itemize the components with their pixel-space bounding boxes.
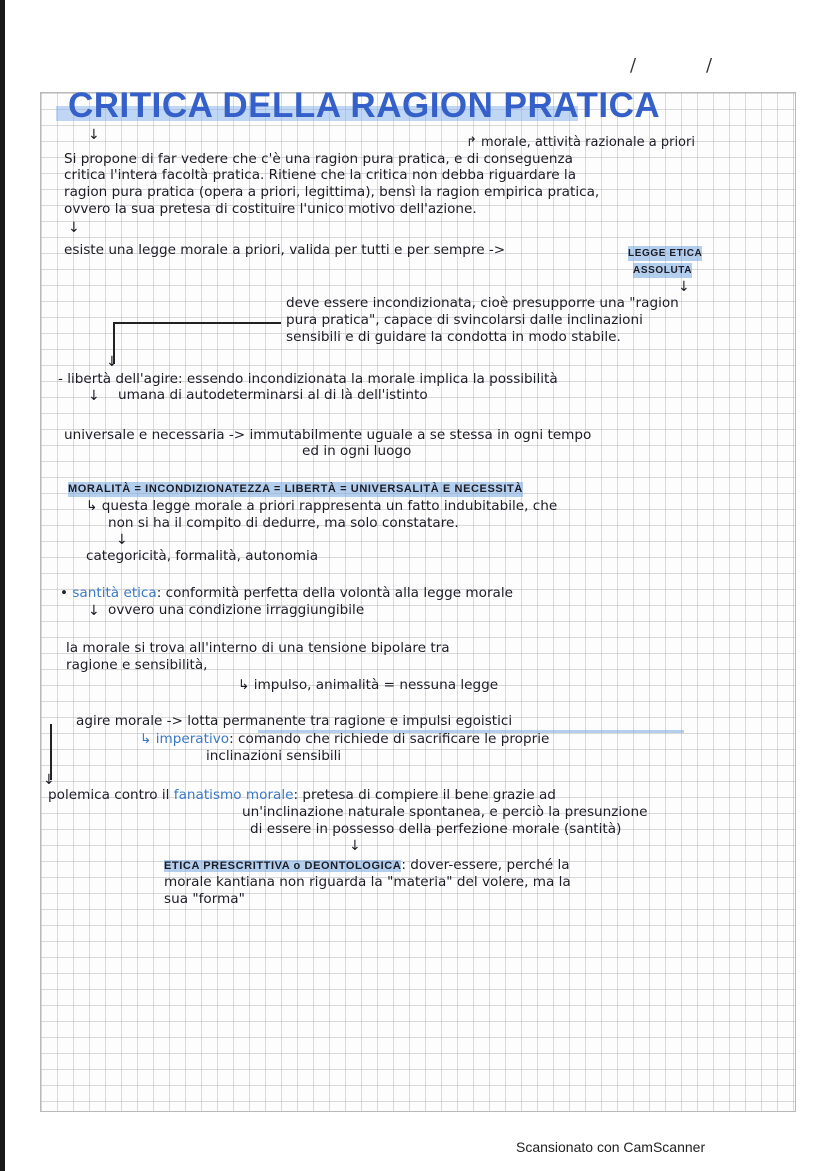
legge-line: esiste una legge morale a priori, valida per tutti e per sempre -> bbox=[64, 242, 506, 258]
down-arrow-icon: ↓ bbox=[678, 279, 690, 295]
down-arrow-icon: ↓ bbox=[68, 220, 80, 236]
assoluta-term: ASSOLUTA bbox=[633, 265, 693, 276]
down-arrow-icon: ↓ bbox=[349, 838, 361, 854]
santita-definition: : conformità perfetta della volontà alla legge morale bbox=[156, 585, 514, 601]
incondizionata-line-3: sensibili e di guidare la condotta in modo stabile. bbox=[286, 329, 621, 345]
etica-line-3: sua "forma" bbox=[164, 891, 245, 907]
polemica-line-3: di essere in possesso della perfezione morale (santità) bbox=[250, 821, 622, 837]
down-arrow-icon: ↓ bbox=[43, 772, 55, 788]
santita-line-1: • santità etica: conformità perfetta della volontà alla legge morale bbox=[60, 585, 514, 601]
moralita-equation: MORALITÀ = INCONDIZIONATEZZA = LIBERTÀ = UNIVERSALITÀ E NECESSITÀ bbox=[68, 483, 523, 495]
imperativo-line bbox=[140, 732, 549, 747]
universale-line-2: ed in ogni luogo bbox=[302, 443, 412, 459]
camscanner-watermark: Scansionato con CamScanner bbox=[516, 1139, 706, 1155]
universale-line-1: universale e necessaria -> immutabilmente uguale a se stessa in ogni tempo bbox=[64, 427, 592, 443]
intro-line-2: critica l'intera facoltà pratica. Ritiene che la critica non debba riguardare la bbox=[64, 167, 577, 183]
moralita-traits: categoricità, formalità, autonomia bbox=[86, 548, 319, 564]
tensione-line-1: la morale si trova all'interno di una tensione bipolare tra bbox=[66, 640, 450, 656]
corner-marks bbox=[620, 55, 730, 85]
liberta-line-2: umana di autodeterminarsi al di là dell'istinto bbox=[118, 387, 428, 403]
etica-rest: : dover-essere, perché la bbox=[401, 857, 570, 873]
tensione-line-3: ↳ impulso, animalità = nessuna legge bbox=[238, 677, 499, 693]
agire-line: agire morale -> lotta permanente tra ragione e impulsi egoistici bbox=[76, 713, 513, 729]
down-arrow-icon: ↓ bbox=[106, 354, 118, 370]
incondizionata-line-2: pura pratica", capace di svincolarsi dalle inclinazioni bbox=[286, 312, 643, 328]
polemica-line-2: un'inclinazione naturale spontanea, e perciò la presunzione bbox=[242, 804, 648, 820]
down-arrow-icon: ↓ bbox=[116, 532, 128, 548]
down-arrow-icon: ↓ bbox=[88, 388, 100, 404]
corner-mark: / bbox=[630, 55, 637, 76]
intro-line-1: Si propone di far vedere che c'è una ragion pura pratica, e di conseguenza bbox=[64, 151, 574, 167]
liberta-line-1: - libertà dell'agire: essendo incondizionata la morale implica la possibilità bbox=[58, 371, 558, 387]
imperativo-term: ↳ imperativo bbox=[140, 731, 230, 747]
scan-edge bbox=[0, 0, 5, 1171]
etica-line-2: morale kantiana non riguarda la "materia" del volere, ma la bbox=[164, 874, 571, 890]
santita-term: santità etica bbox=[72, 585, 157, 601]
intro-note: ↱ morale, attività razionale a priori bbox=[466, 135, 695, 150]
polemica-line-1 bbox=[48, 788, 556, 803]
incondizionata-line-1: deve essere incondizionata, cioè presupporre una "ragion bbox=[286, 295, 679, 311]
corner-mark: / bbox=[706, 55, 713, 76]
legge-etica-term: LEGGE ETICA bbox=[628, 248, 703, 259]
connector-line bbox=[113, 322, 281, 324]
moralita-line-1: ↳ questa legge morale a priori rappresenta un fatto indubitabile, che bbox=[86, 498, 558, 514]
intro-line-4: ovvero la sua pretesa di costituire l'unico motivo dell'azione. bbox=[64, 201, 477, 217]
tensione-line-2: ragione e sensibilità, bbox=[66, 657, 208, 673]
polemica-prefix: polemica contro il bbox=[48, 787, 170, 803]
etica-term: ETICA PRESCRITTIVA o DEONTOLOGICA bbox=[164, 860, 402, 872]
etica-line-1 bbox=[164, 858, 570, 874]
imperativo-line-2: inclinazioni sensibili bbox=[206, 748, 342, 764]
intro-line-3: ragion pura pratica (opera a priori, legittima), bensì la ragion empirica pratica, bbox=[64, 184, 600, 200]
fanatismo-term: fanatismo morale bbox=[173, 787, 294, 803]
moralita-line-2: non si ha il compito di dedurre, ma solo constatare. bbox=[108, 515, 459, 531]
down-arrow-icon: ↓ bbox=[88, 127, 100, 143]
page-title: CRITICA DELLA RAGION PRATICA bbox=[68, 86, 661, 125]
polemica-rest: : pretesa di compiere il bene grazie ad bbox=[293, 787, 556, 803]
santita-line-2: ovvero una condizione irraggiungibile bbox=[108, 602, 365, 618]
down-arrow-icon: ↓ bbox=[88, 603, 100, 619]
imperativo-definition: : comando che richiede di sacrificare le proprie bbox=[229, 731, 550, 747]
